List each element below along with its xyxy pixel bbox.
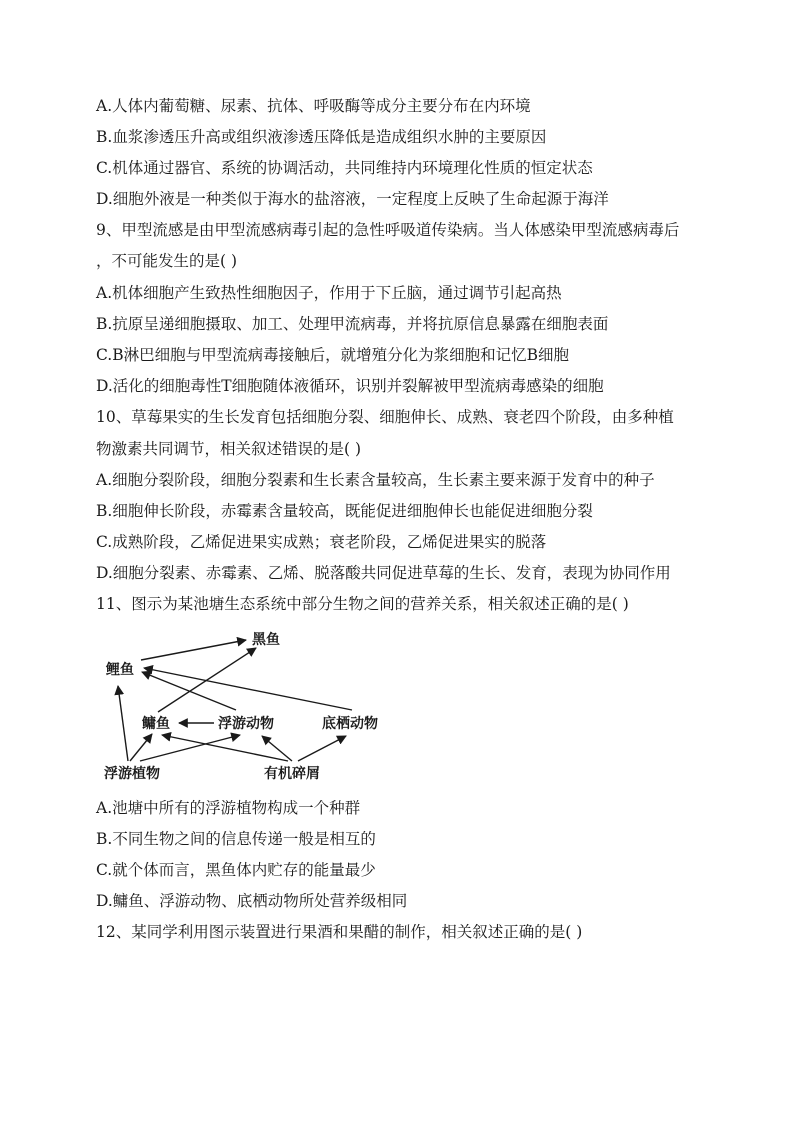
q10-option-b: B.细胞伸长阶段，赤霉素含量较高，既能促进细胞伸长也能促进细胞分裂 [96,502,593,520]
node-youjisuixie: 有机碎屑 [264,766,320,782]
q11-option-d: D.鳙鱼、浮游动物、底栖动物所处营养级相同 [96,892,408,910]
q9-option-d: D.活化的细胞毒性T细胞随体液循环，识别并裂解被甲型流病毒感染的细胞 [96,377,604,395]
q10-option-c: C.成熟阶段，乙烯促进果实成熟；衰老阶段，乙烯促进果实的脱落 [96,533,547,551]
q9-option-b: B.抗原呈递细胞摄取、加工、处理甲流病毒，并将抗原信息暴露在细胞表面 [96,315,609,333]
node-fuyoudongwu: 浮游动物 [218,716,274,732]
node-diqidongwu: 底栖动物 [322,716,378,732]
q10-option-a: A.细胞分裂阶段，细胞分裂素和生长素含量较高，生长素主要来源于发育中的种子 [96,471,655,489]
node-fuyouzhiwu: 浮游植物 [104,766,160,782]
q10-stem-line1: 10、草莓果实的生长发育包括细胞分裂、细胞伸长、成熟、衰老四个阶段，由多种植 [96,408,674,426]
food-web-diagram [96,628,396,788]
arrow-liyu-to-heiyu [141,640,246,660]
q8-option-b: B.血浆渗透压升高或组织液渗透压降低是造成组织水肿的主要原因 [96,128,547,146]
q12-stem: 12、某同学利用图示装置进行果酒和果醋的制作，相关叙述正确的是( ) [96,923,583,941]
q11-option-b: B.不同生物之间的信息传递一般是相互的 [96,830,376,848]
q10-option-d: D.细胞分裂素、赤霉素、乙烯、脱落酸共同促进草莓的生长、发育，表现为协同作用 [96,564,671,582]
node-liyu: 鲤鱼 [106,662,134,678]
q9-option-a: A.机体细胞产生致热性细胞因子，作用于下丘脑，通过调节引起高热 [96,284,562,302]
q11-option-c: C.就个体而言，黑鱼体内贮存的能量最少 [96,861,376,879]
arrow-diqidongwu-to-liyu [144,668,352,710]
q9-stem-line1: 9、甲型流感是由甲型流感病毒引起的急性呼吸道传染病。当人体感染甲型流感病毒后 [96,221,680,239]
arrow-fuyouzhiwu-to-yongyu [130,734,152,761]
q8-option-a: A.人体内葡萄糖、尿素、抗体、呼吸酶等成分主要分布在内环境 [96,97,531,115]
node-heiyu: 黑鱼 [252,632,280,648]
q11-stem: 11、图示为某池塘生态系统中部分生物之间的营养关系，相关叙述正确的是( ) [96,595,629,613]
node-yongyu: 鳙鱼 [142,716,170,732]
q8-option-c: C.机体通过器官、系统的协调活动，共同维持内环境理化性质的恒定状态 [96,159,593,177]
arrow-yongyu-to-heiyu [158,648,256,712]
q8-option-d: D.细胞外液是一种类似于海水的盐溶液，一定程度上反映了生命起源于海洋 [96,190,609,208]
q11-option-a: A.池塘中所有的浮游植物构成一个种群 [96,799,361,817]
arrow-fuyouzhiwu-to-liyu [118,686,128,761]
arrow-youjisuixie-to-diqidongwu [298,736,346,761]
q9-stem-line2: ，不可能发生的是( ) [96,252,238,270]
q9-option-c: C.B淋巴细胞与甲型流病毒接触后，就增殖分化为浆细胞和记忆B细胞 [96,346,570,364]
q10-stem-line2: 物激素共同调节，相关叙述错误的是( ) [96,440,362,458]
